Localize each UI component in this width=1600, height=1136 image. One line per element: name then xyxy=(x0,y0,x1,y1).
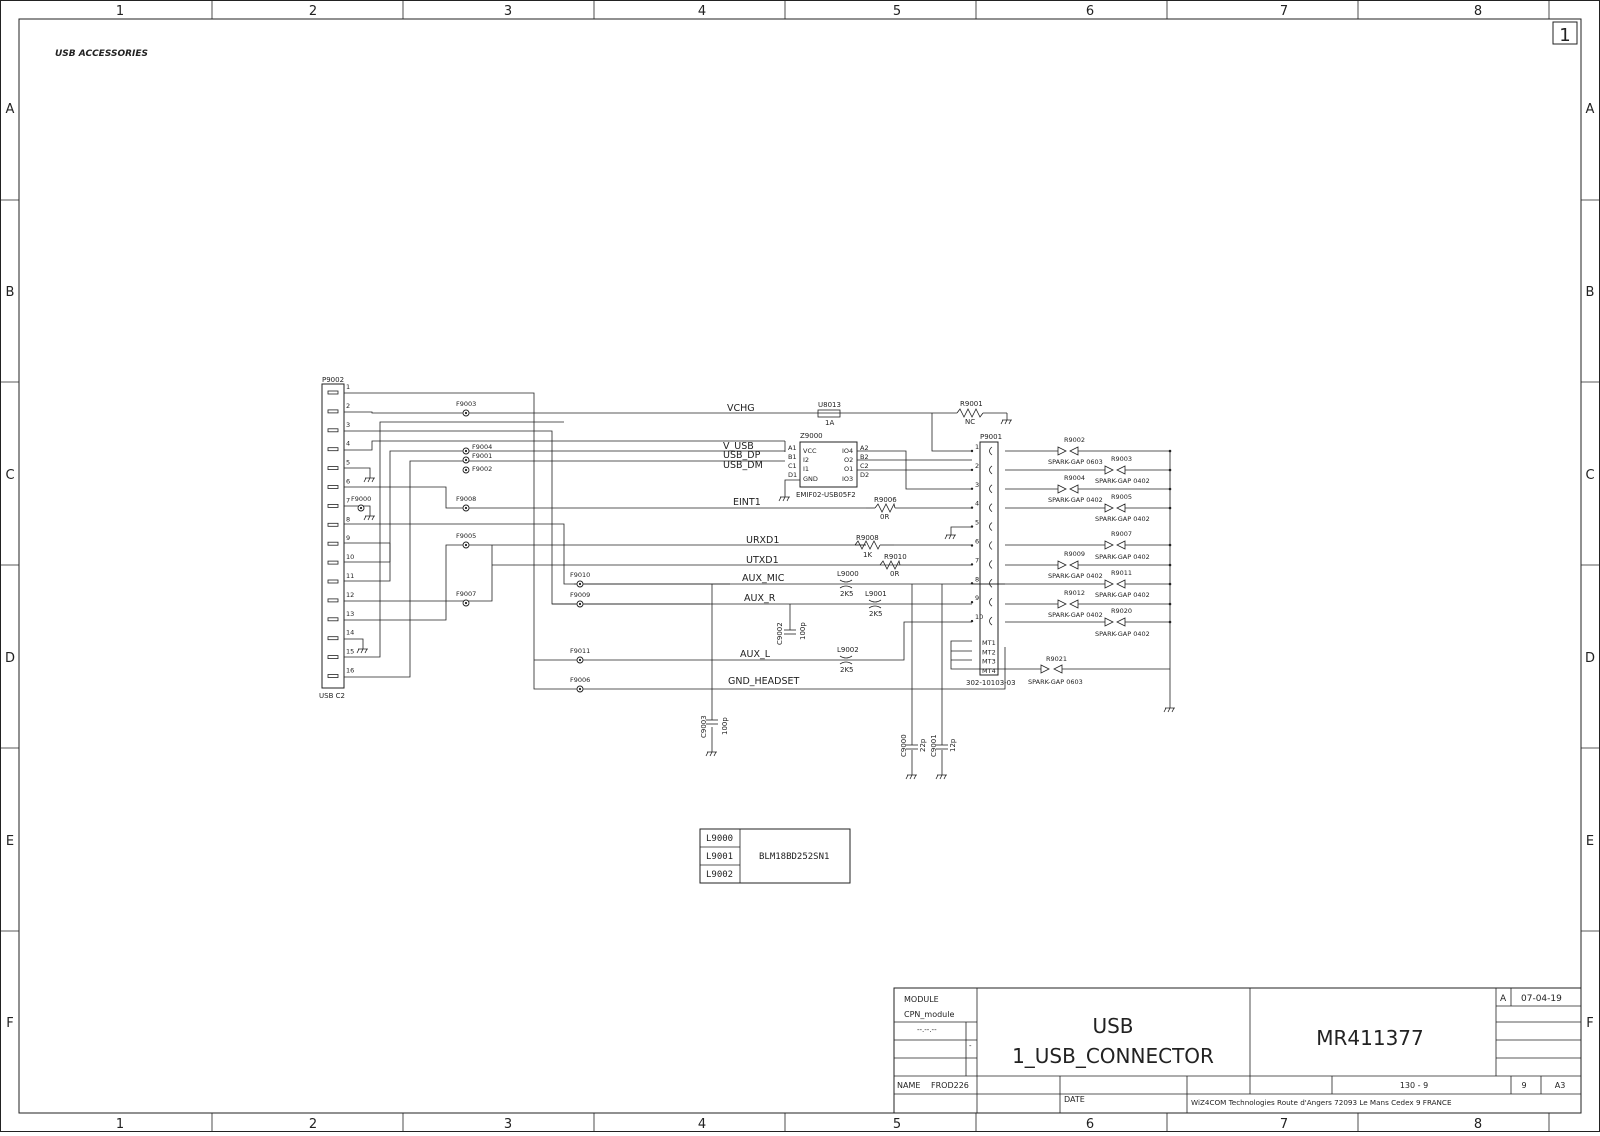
p9001-pin-10 xyxy=(990,617,993,625)
ground-icon xyxy=(364,516,375,520)
p9001-pin-dot xyxy=(971,620,973,622)
row-label-left-b: B xyxy=(5,285,15,300)
p9001-pin-number: 9 xyxy=(975,594,980,603)
p9001-pin-number: 3 xyxy=(975,480,980,489)
r9006-ref: R9006 xyxy=(874,496,897,504)
spark-gap-symbol xyxy=(1105,504,1125,512)
p9001-pin-dot xyxy=(971,450,973,452)
testpoint-ref: F9007 xyxy=(456,590,477,598)
l9002-value: 2K5 xyxy=(840,666,854,674)
spark-gap-ref: R9007 xyxy=(1111,530,1133,538)
ic-name-i2: I2 xyxy=(803,456,810,464)
c9001-value: 12p xyxy=(949,738,957,752)
ic-pin-c1: C1 xyxy=(788,462,797,470)
col-label-bottom-6: 6 xyxy=(1085,1117,1095,1132)
p9002-pin-number: 5 xyxy=(346,458,351,467)
net-aux-mic: AUX_MIC xyxy=(742,573,785,584)
spark-gap-ref: R9009 xyxy=(1064,550,1086,558)
p9001-pin-dot xyxy=(971,601,973,603)
spark-gap-symbol xyxy=(1041,665,1062,673)
row-label-right-d: D xyxy=(1584,651,1596,666)
spark-gap-symbol xyxy=(1058,485,1078,493)
testpoint-ref: F9000 xyxy=(351,495,372,503)
l9001-ref: L9001 xyxy=(865,590,887,598)
p9002-pin-15 xyxy=(328,656,338,659)
tb-revision: A xyxy=(1500,994,1507,1004)
row-label-left-e: E xyxy=(5,834,15,849)
ground-icon xyxy=(706,752,717,756)
p9002-pin-8 xyxy=(328,523,338,526)
fuse-u8013 xyxy=(818,401,841,427)
p9002-pin-16 xyxy=(328,675,338,678)
ic-name-i1: I1 xyxy=(803,465,810,473)
spark-gap-ref: R9002 xyxy=(1064,436,1086,444)
ground-icon xyxy=(936,775,947,779)
ground-icon xyxy=(906,775,917,779)
testpoint-ref: F9011 xyxy=(570,647,591,655)
net-eint1: EINT1 xyxy=(733,497,761,508)
tb-sheet-number: 130 - 9 xyxy=(1399,1081,1429,1090)
p9001-pin-number: 4 xyxy=(975,499,980,508)
testpoint-ref: F9002 xyxy=(472,465,493,473)
spark-gap-ref: R9004 xyxy=(1064,474,1086,482)
col-label-top-4: 4 xyxy=(697,4,707,19)
fuse-ref: U8013 xyxy=(818,401,841,409)
p9001-pin-1 xyxy=(990,447,993,455)
spark-gap-array xyxy=(1005,436,1171,686)
p9001-pin-number: 7 xyxy=(975,556,980,565)
testpoint-ref: F9009 xyxy=(570,591,591,599)
p9001-pin-2 xyxy=(990,466,993,474)
connector-p9001-part: 302-10103-03 xyxy=(966,679,1016,687)
ground-icon xyxy=(1164,708,1175,712)
row-label-right-c: C xyxy=(1585,468,1595,483)
net-usb-dp: USB_DP xyxy=(723,450,761,461)
spark-gap-symbol xyxy=(1105,580,1125,588)
p9002-pin-1 xyxy=(328,391,338,394)
spark-gap-ref: R9005 xyxy=(1111,493,1133,501)
tb-date-label: DATE xyxy=(1064,1095,1085,1104)
col-label-top-7: 7 xyxy=(1279,4,1289,19)
r9001-ref: R9001 xyxy=(960,400,983,408)
p9002-pin-number: 7 xyxy=(346,496,351,505)
p9002-pin-number: 8 xyxy=(346,515,351,524)
spark-gap-value: SPARK-GAP 0402 xyxy=(1095,515,1150,523)
p9001-pin-6 xyxy=(990,542,993,550)
tb-company: WiZ4COM Technologies Route d'Angers 72093 Le Mans Cedex 9 FRANCE xyxy=(1191,1098,1452,1107)
l9000-value: 2K5 xyxy=(840,590,854,598)
r9008-ref: R9008 xyxy=(856,534,879,542)
p9001-pin-9 xyxy=(990,598,993,606)
p9001-pin-3 xyxy=(990,485,993,493)
connector-p9002-part: USB C2 xyxy=(319,692,345,700)
ground-icon xyxy=(357,649,368,653)
col-label-top-2: 2 xyxy=(308,4,318,19)
ic-z9000-ref: Z9000 xyxy=(800,432,823,440)
p9001-pin-dot xyxy=(971,469,973,471)
col-label-bottom-2: 2 xyxy=(308,1117,318,1132)
r9001-value: NC xyxy=(965,418,976,426)
col-label-bottom-5: 5 xyxy=(892,1117,902,1132)
p9001-pin-5 xyxy=(990,523,993,531)
col-label-bottom-7: 7 xyxy=(1279,1117,1289,1132)
sheet-number-mark xyxy=(1553,22,1577,46)
testpoints xyxy=(351,400,590,692)
ground-icon xyxy=(779,497,790,501)
row-label-left-f: F xyxy=(6,1016,14,1031)
p9001-mt-pin: MT1 xyxy=(982,639,996,647)
spark-gap-symbol xyxy=(1105,541,1125,549)
spark-gap-value: SPARK-GAP 0402 xyxy=(1048,496,1103,504)
ic-name-o1: O1 xyxy=(844,465,854,473)
title-block xyxy=(894,988,1581,1113)
tb-page: 9 xyxy=(1521,1081,1527,1090)
col-label-bottom-8: 8 xyxy=(1473,1117,1483,1132)
row-label-right-f: F xyxy=(1586,1016,1594,1031)
tb-name-label: NAME xyxy=(897,1081,921,1090)
spark-gap-value: SPARK-GAP 0402 xyxy=(1048,572,1103,580)
p9002-pin-7 xyxy=(328,504,338,507)
spark-gap-symbol xyxy=(1058,447,1078,455)
spark-gap-value: SPARK-GAP 0402 xyxy=(1095,477,1150,485)
p9002-pin-number: 6 xyxy=(346,477,351,486)
p9001-pin-7 xyxy=(990,560,993,568)
bom-ref-l9002: L9002 xyxy=(706,870,734,880)
net-urxd1: URXD1 xyxy=(746,535,780,546)
ground-icon xyxy=(945,535,956,539)
testpoint-ref: F9001 xyxy=(472,452,493,460)
tb-date-value: 07-04-19 xyxy=(1521,994,1562,1004)
p9002-pin-12 xyxy=(328,599,338,602)
p9002-pin-14 xyxy=(328,637,338,640)
connector-p9002-ref: P9002 xyxy=(322,376,345,384)
p9002-pin-10 xyxy=(328,561,338,564)
c9000-ref: C9000 xyxy=(900,734,908,757)
ic-pin-a1: A1 xyxy=(788,444,797,452)
tb-title-2: 1_USB_CONNECTOR xyxy=(1012,1044,1214,1068)
p9001-pin-number: 1 xyxy=(975,443,980,451)
testpoint-ref: F9005 xyxy=(456,532,477,540)
testpoint-ref: F9010 xyxy=(570,571,591,579)
spark-gap-symbol xyxy=(1105,618,1125,626)
tb-paper-size: A3 xyxy=(1554,1081,1566,1090)
col-label-top-6: 6 xyxy=(1085,4,1095,19)
spark-gap-value: SPARK-GAP 0603 xyxy=(1028,678,1083,686)
bom-ref-l9001: L9001 xyxy=(706,852,734,862)
p9001-mt-pin: MT3 xyxy=(982,657,996,666)
ic-z9000-part: EMIF02-USB05F2 xyxy=(796,491,856,499)
p9002-pin-number: 11 xyxy=(346,572,355,580)
c9001-ref: C9001 xyxy=(930,734,938,757)
testpoint-ref: F9008 xyxy=(456,495,477,503)
ic-z9000 xyxy=(785,432,869,499)
p9001-pin-dot xyxy=(971,544,973,546)
fuse-value: 1A xyxy=(825,419,835,427)
p9002-pin-number: 10 xyxy=(346,553,355,562)
p9001-pin-dot xyxy=(971,525,973,527)
ic-pin-d1: D1 xyxy=(788,471,798,479)
p9001-pin-dot xyxy=(971,563,973,565)
connector-p9001 xyxy=(966,433,1016,687)
connector-p9002 xyxy=(319,376,354,700)
col-label-bottom-1: 1 xyxy=(115,1117,125,1132)
ic-pin-b2: B2 xyxy=(860,453,869,461)
spark-gap-symbol xyxy=(1105,466,1125,474)
spark-gap-ref: R9003 xyxy=(1111,455,1133,463)
r9006-value: 0R xyxy=(880,513,890,521)
col-label-top-5: 5 xyxy=(892,4,902,19)
p9002-pin-2 xyxy=(328,410,338,413)
spark-gap-symbol xyxy=(1058,561,1078,569)
row-label-right-a: A xyxy=(1585,102,1595,117)
tb-name-value: FROD226 xyxy=(931,1081,969,1090)
spark-gap-value: SPARK-GAP 0402 xyxy=(1095,591,1150,599)
testpoint-ref: F9003 xyxy=(456,400,477,408)
p9002-pin-number: 13 xyxy=(346,609,355,618)
p9002-pin-number: 15 xyxy=(346,647,355,656)
p9001-pin-number: 2 xyxy=(975,461,980,470)
p9002-pin-number: 3 xyxy=(346,420,351,429)
r9010-value: 0R xyxy=(890,570,900,578)
p9002-pin-number: 4 xyxy=(346,439,351,448)
ic-pin-a2: A2 xyxy=(860,444,869,452)
ic-name-io3: IO3 xyxy=(842,475,854,483)
p9001-pin-dot xyxy=(971,507,973,509)
connector-p9001-ref: P9001 xyxy=(980,433,1003,441)
ic-name-gnd: GND xyxy=(803,475,818,483)
spark-gap-value: SPARK-GAP 0402 xyxy=(1048,611,1103,619)
ic-name-vcc: VCC xyxy=(803,447,817,455)
p9001-pin-dot xyxy=(971,488,973,490)
p9002-pin-number: 2 xyxy=(346,401,351,410)
c9002-ref: C9002 xyxy=(776,622,784,645)
p9002-pin-13 xyxy=(328,618,338,621)
p9001-pin-number: 5 xyxy=(975,518,980,527)
ic-pin-b1: B1 xyxy=(788,453,797,461)
ic-name-o2: O2 xyxy=(844,456,854,464)
r9010-ref: R9010 xyxy=(884,553,907,561)
bom-ref-l9000: L9000 xyxy=(706,834,734,844)
page-title: USB ACCESSORIES xyxy=(55,49,149,59)
row-label-left-d: D xyxy=(4,651,16,666)
p9002-pin-5 xyxy=(328,467,338,470)
tb-dot: - xyxy=(969,1042,972,1050)
p9002-pin-4 xyxy=(328,448,338,451)
p9001-pin-number: 10 xyxy=(975,613,984,622)
net-vchg: VCHG xyxy=(727,403,755,414)
spark-gap-symbol xyxy=(1058,600,1078,608)
testpoint-ref: F9004 xyxy=(472,443,493,451)
row-label-right-b: B xyxy=(1585,285,1595,300)
col-label-top-3: 3 xyxy=(503,4,513,19)
p9001-pin-number: 8 xyxy=(975,575,980,584)
net-utxd1: UTXD1 xyxy=(746,555,779,566)
ic-pin-c2: C2 xyxy=(860,462,869,470)
spark-gap-ref: R9011 xyxy=(1111,569,1133,577)
ground-icon xyxy=(364,478,375,482)
row-label-left-c: C xyxy=(5,468,15,483)
spark-gap-value: SPARK-GAP 0402 xyxy=(1095,553,1150,561)
p9001-pin-number: 6 xyxy=(975,537,980,546)
c9003-ref: C9003 xyxy=(700,715,708,738)
l9000-ref: L9000 xyxy=(837,570,859,578)
p9002-pin-9 xyxy=(328,542,338,545)
col-label-bottom-3: 3 xyxy=(503,1117,513,1132)
spark-gap-ref: R9020 xyxy=(1111,607,1133,615)
ground-icon xyxy=(1001,420,1012,424)
c9002-value: 100p xyxy=(799,622,807,640)
p9002-pin-number: 16 xyxy=(346,666,355,675)
net-gnd-headset: GND_HEADSET xyxy=(728,676,800,687)
drawing-frame xyxy=(1,1,1600,1132)
bom-table xyxy=(700,829,850,883)
tb-title-1: USB xyxy=(1092,1014,1134,1038)
tb-doc-number: MR411377 xyxy=(1316,1026,1424,1050)
col-label-bottom-4: 4 xyxy=(697,1117,707,1132)
bom-part-number: BLM18BD252SN1 xyxy=(759,852,830,862)
net-aux-r: AUX_R xyxy=(744,593,776,604)
spark-gap-value: SPARK-GAP 0603 xyxy=(1048,458,1103,466)
p9002-pin-6 xyxy=(328,486,338,489)
p9002-pin-number: 1 xyxy=(346,383,351,391)
p9002-pin-11 xyxy=(328,580,338,583)
r9008-value: 1K xyxy=(863,551,873,559)
spark-gap-ref: R9021 xyxy=(1046,655,1068,663)
ic-name-io4: IO4 xyxy=(842,447,854,455)
l9002-ref: L9002 xyxy=(837,646,859,654)
net-v-usb: V_USB xyxy=(723,441,754,452)
ic-pin-d2: D2 xyxy=(860,471,870,479)
c9003-value: 100p xyxy=(721,717,729,735)
col-label-top-1: 1 xyxy=(115,4,125,19)
p9001-mt-pin: MT4 xyxy=(982,666,996,675)
net-aux-l: AUX_L xyxy=(740,649,771,660)
c9000-value: 22p xyxy=(919,738,927,752)
testpoint-ref: F9006 xyxy=(570,676,591,684)
spark-gap-ref: R9012 xyxy=(1064,589,1086,597)
p9001-mt-pin: MT2 xyxy=(982,648,996,657)
p9002-pin-number: 9 xyxy=(346,534,351,543)
col-label-top-8: 8 xyxy=(1473,4,1483,19)
p9002-pin-number: 14 xyxy=(346,628,355,637)
p9002-pin-number: 12 xyxy=(346,590,355,599)
spark-gap-value: SPARK-GAP 0402 xyxy=(1095,630,1150,638)
p9001-pin-4 xyxy=(990,504,993,512)
p9001-pin-8 xyxy=(990,579,993,587)
svg-text:1: 1 xyxy=(1559,25,1571,46)
p9002-pin-3 xyxy=(328,429,338,432)
p9001-pin-dot xyxy=(971,582,973,584)
net-usb-dm: USB_DM xyxy=(723,460,763,471)
row-label-right-e: E xyxy=(1585,834,1595,849)
l9001-value: 2K5 xyxy=(869,610,883,618)
tb-module-value: CPN_module xyxy=(904,1010,955,1019)
tb-module-sub: --.--.-- xyxy=(917,1026,937,1034)
tb-module-label: MODULE xyxy=(904,995,939,1004)
row-label-left-a: A xyxy=(5,102,15,117)
